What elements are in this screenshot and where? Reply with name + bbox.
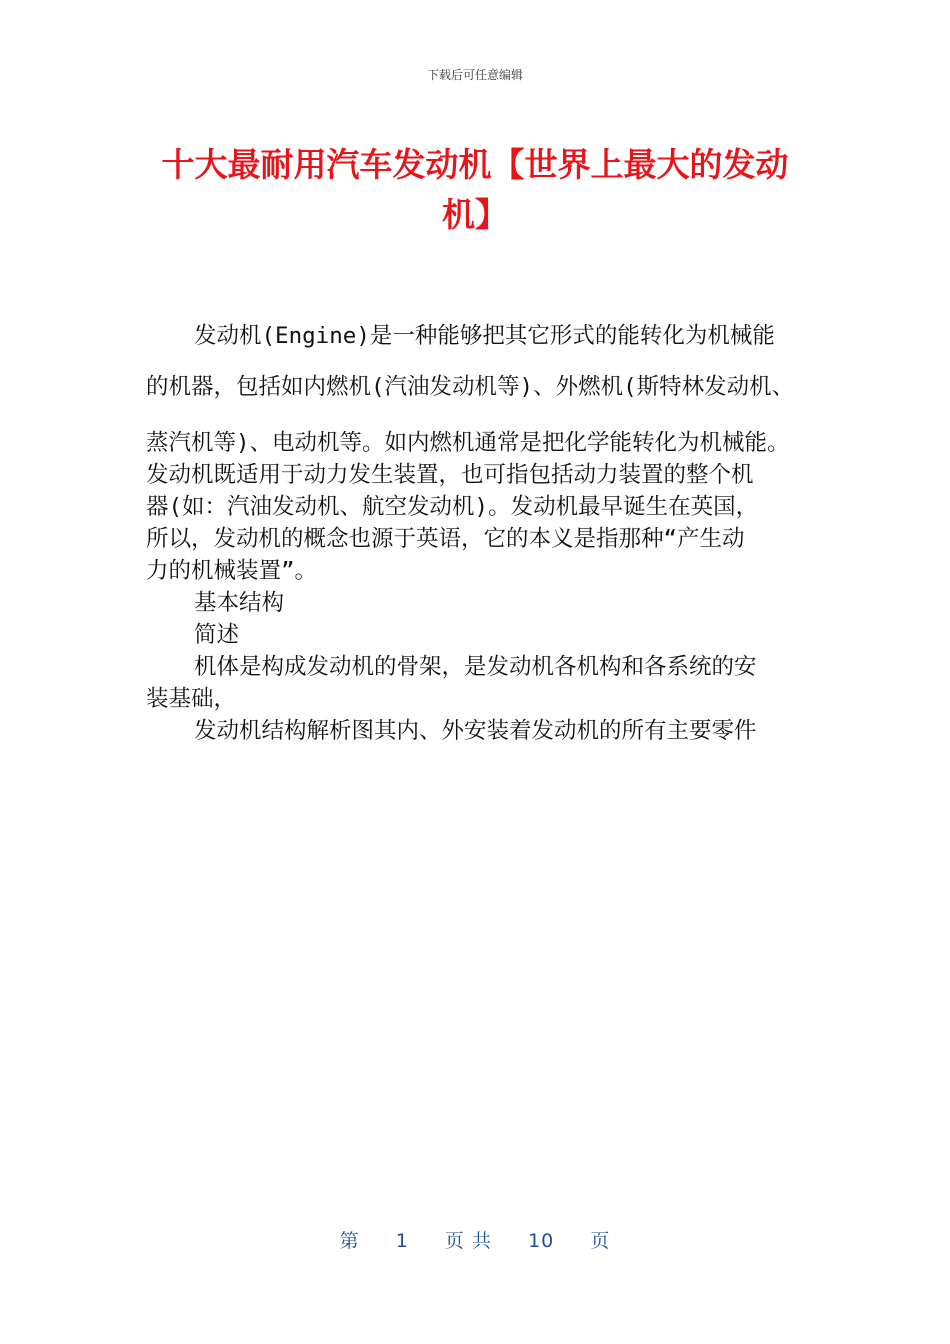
text-line: 蒸汽机等)、电动机等。如内燃机通常是把化学能转化为机械能。 xyxy=(146,429,790,456)
text-line: 的机器，包括如内燃机(汽油发动机等)、外燃机(斯特林发动机、 xyxy=(146,374,795,400)
text-line: 所以，发动机的概念也源于英语，它的本义是指那种“产生动 xyxy=(146,525,745,552)
footer-suffix: 页 xyxy=(590,1230,611,1252)
paragraph-intro xyxy=(146,318,826,585)
section-heading-basic-structure xyxy=(146,585,826,617)
text-line: 机体是构成发动机的骨架，是发动机各机构和各系统的安 xyxy=(194,653,757,680)
title-line-1: 十大最耐用汽车发动机【世界上最大的发动 xyxy=(161,145,789,184)
paragraph-engine-block xyxy=(146,649,826,713)
text-line: 基本结构 xyxy=(194,589,285,616)
text-line: 发动机(Engine)是一种能够把其它形式的能转化为机械能 xyxy=(194,323,775,349)
document-body xyxy=(146,318,826,745)
text-line: 简述 xyxy=(194,621,240,648)
document-title xyxy=(140,140,810,240)
text-line: 力的机械装置”。 xyxy=(146,557,318,584)
paragraph-engine-parts xyxy=(146,713,826,745)
title-line-2: 机】 xyxy=(442,195,508,234)
footer-total-pages: 10 xyxy=(528,1230,555,1252)
page-footer xyxy=(0,1226,950,1253)
footer-middle: 页 共 xyxy=(444,1230,492,1252)
header-note: 下载后可任意编辑 xyxy=(426,68,523,82)
footer-prefix: 第 xyxy=(339,1230,360,1252)
text-line: 装基础， xyxy=(146,685,237,712)
section-heading-overview xyxy=(146,617,826,649)
text-line: 发动机既适用于动力发生装置，也可指包括动力装置的整个机 xyxy=(146,461,754,488)
footer-page-number: 1 xyxy=(395,1230,409,1252)
text-line: 发动机结构解析图其内、外安装着发动机的所有主要零件 xyxy=(194,717,757,744)
text-line: 器(如：汽油发动机、航空发动机)。发动机最早诞生在英国， xyxy=(146,493,759,520)
